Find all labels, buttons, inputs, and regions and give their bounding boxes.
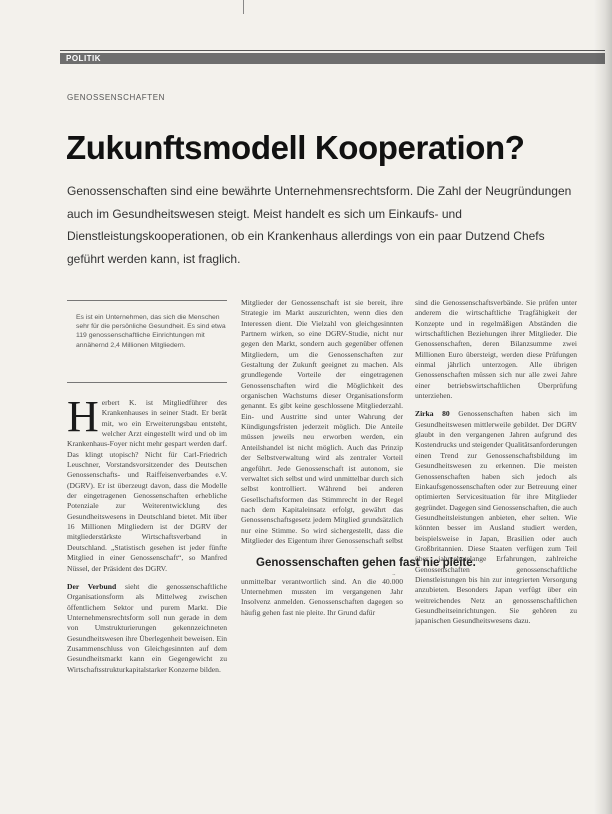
column-2 xyxy=(241,298,403,548)
top-rule xyxy=(60,50,605,51)
column-1-text: erbert K. ist Mitgliedführer des Krankenhauses in seiner Stadt. Er berät mit, wo ein Erweiterungsbau entsteht, welcher Arzt eingestellt wird und ob im Krankenhaus-Foyer nicht mehr gespart werden darf. Das klingt utopisch? Nicht für Carl-Friedrich Leuschner, Vorstandsvorsitzender des Deutschen Genossenschafts- und Raiffeisenverbandes e.V. (DGRV). Er ist überzeugt davon, dass die Modelle der eingetragenen Genossenschaften erhebliche Potenziale zur Weiterentwicklung des Gesundheitswesens in Deutschland bietet. Mit über 16 Millionen Mitgliedern ist der DGRV der mitgliederstärkste Wirtschaftsverband in Deutschland. „Statistisch gesehen ist jeder fünfte Mitglied in einer Genossenschaft“, so Manfred Nüssel, der Präsident des DGRV. xyxy=(67,398,227,573)
lead-paragraph: Genossenschaften sind eine bewährte Unternehmensrechtsform. Die Zahl der Neugründungen auch im Gesundheitswesen steigt. Meist handelt es sich um Einkaufs- und Dienstleistungskooperationen, ob ein Krankenhaus allerdings von ein paar Dutzend Chefs geführt werden kann, ist fraglich. xyxy=(67,184,572,266)
pull-quote: Genossenschaften gehen fast nie pleite. xyxy=(256,557,476,569)
kicker: GENOSSENSCHAFTEN xyxy=(67,93,166,102)
column-2-text: Mitglieder der Genossenschaft ist sie bereit, ihre Strategie im Markt auszurichten, wenn dies den Interessen dient. Die Vielzahl von gleichgesinnten Partnern wirken, so eine DGRV-Studie, nicht nur gegen den Markt, sondern auch gegenüber offenen Mitgliedern, um die Genossenschaften zur Gestaltung der Zukunft geeignet zu machen. Als grundlegende Vorteile der eingetragenen Genossenschaften wird die Möglichkeit des organischen Wachstums dieser Organisationsform genannt. Es gibt keine geschlossene Mitgliederzahl. Ein- und Austritte sind unter Wahrung der Kündigungsfristen jederzeit möglich. Die Anteile müssen jeweils neu erworben werden, ein Anteilshandel ist nicht möglich. Auch das Prinzip der Selbstverwaltung wird als zentraler Vorteil angeführt. Jede Genossenschaft ist autonom, sie verwaltet sich selbst und wird unmittelbar durch sich selbst kontrolliert. Während bei anderen Gesellschaftsformen das Stimmrecht in der Regel nach dem Kapitaleinsatz erfolgt, gewährt das Genossenschaftsgesetz jedem Mitglied grundsätzlich nur eine Stimme. So wird sichergestellt, dass die Mitglieder des Eigentum ihrer Genossenschaft selbst xyxy=(241,298,403,545)
column-3-text-2: Genossenschaften haben sich im Gesundheitswesen mittlerweile gebildet. Der DGRV glaubt in den vergangenen Jahren aufgrund des Kostendrucks und steigender Qualitätsanforderungen einen Trend zur Genossenschaftsbildung im Gesundheitswesen zu erkennen. Die meisten Genossenschaften haben sich jedoch als Einkaufsgenossenschaften oder zur Betreuung einer optimierten Servicesituation für ihre Mitglieder gegründet. Dagegen sind Genossenschaften, die auch Gesundheitsleistungen anbieten, eher selten. Wie könnten besser im Ausland studiert werden, beispielsweise in Japan, Brasilien oder auch Großbritannien. Diese Staaten verfügen zum Teil über jahrzehntelange Erfahrungen, zahlreiche Genossenschaften genossenschaftliche Dienstleistungen bis hin zur integrierten Versorgung anzubieten. Besonders Japan verfügt über ein weitreichendes Netz an genossenschaftlichen Gesundheitseinrichtungen. Sie gehören zu japanischen Gesundheitswesens dazu. xyxy=(415,409,577,626)
column-1-body xyxy=(67,398,227,574)
column-3-text: sind die Genossenschaftsverbände. Sie prüfen unter anderem die wirtschaftliche Tragfähigkeit der Konzepte und in regelmäßigen Abständen die wirtschaftlichen Beziehungen ihrer Mitglieder. Die Genossenschaften, deren Bilanzsumme zwei Millionen Euro übersteigt, werden diese Prüfungen einmal jährlich unterzogen. Alle übrigen Genossenschaften müssen sich nur alle zwei Jahre einer betriebswirtschaftlichen Überprüfung unterziehen. xyxy=(415,298,577,401)
column-3 xyxy=(415,298,577,808)
infobox-rule-bottom xyxy=(67,382,227,383)
column-1-text-2: sieht die genossenschaftliche Organisationsform als Mittelweg zwischen öffentlichem Sektor und purem Markt. Die Unternehmensrechtsform soll nun gerade in dem von Umstrukturierungen gekennzeichneten Gesundheitswesen ihre Überlegenheit beweisen. Ein Zusammenschluss von Gleichgesinnten auf dem Gesundheitsmarkt kann ein Gegengewicht zu Wirtschaftsstrukturkapitalstarker Konzerne bilden. xyxy=(67,581,227,674)
column-1-bold-lead: Der Verbund xyxy=(67,581,117,591)
dropcap: H xyxy=(67,398,99,441)
infobox-rule-top xyxy=(67,300,227,301)
column-2-continued xyxy=(241,574,403,808)
infobox: Es ist ein Unternehmen, das sich die Menschen sehr für die persönliche Gesundheit. Es sind etwa 119 genossenschaftliche Einrichtungen mit annähernd 2,4 Millionen Mitgliedern. xyxy=(76,314,226,349)
column-1-para-2 xyxy=(67,582,227,675)
column-3-bold-lead: Zirka 80 xyxy=(415,409,450,419)
section-bar: POLITIK xyxy=(60,53,605,64)
crop-mark xyxy=(243,0,244,14)
column-1 xyxy=(67,398,227,808)
column-2-text-continued: unmittelbar verantwortlich sind. An die 40.000 Unternehmen mussten im vergangenen Jahr Insolvenz anmelden. Genossenschaften dagegen so häufig gehen fast nie pleite. Ihr Grund dafür xyxy=(241,576,403,617)
headline: Zukunftsmodell Kooperation? xyxy=(66,129,525,166)
column-3-para-2 xyxy=(415,409,577,626)
page-crease-shadow xyxy=(594,0,612,814)
